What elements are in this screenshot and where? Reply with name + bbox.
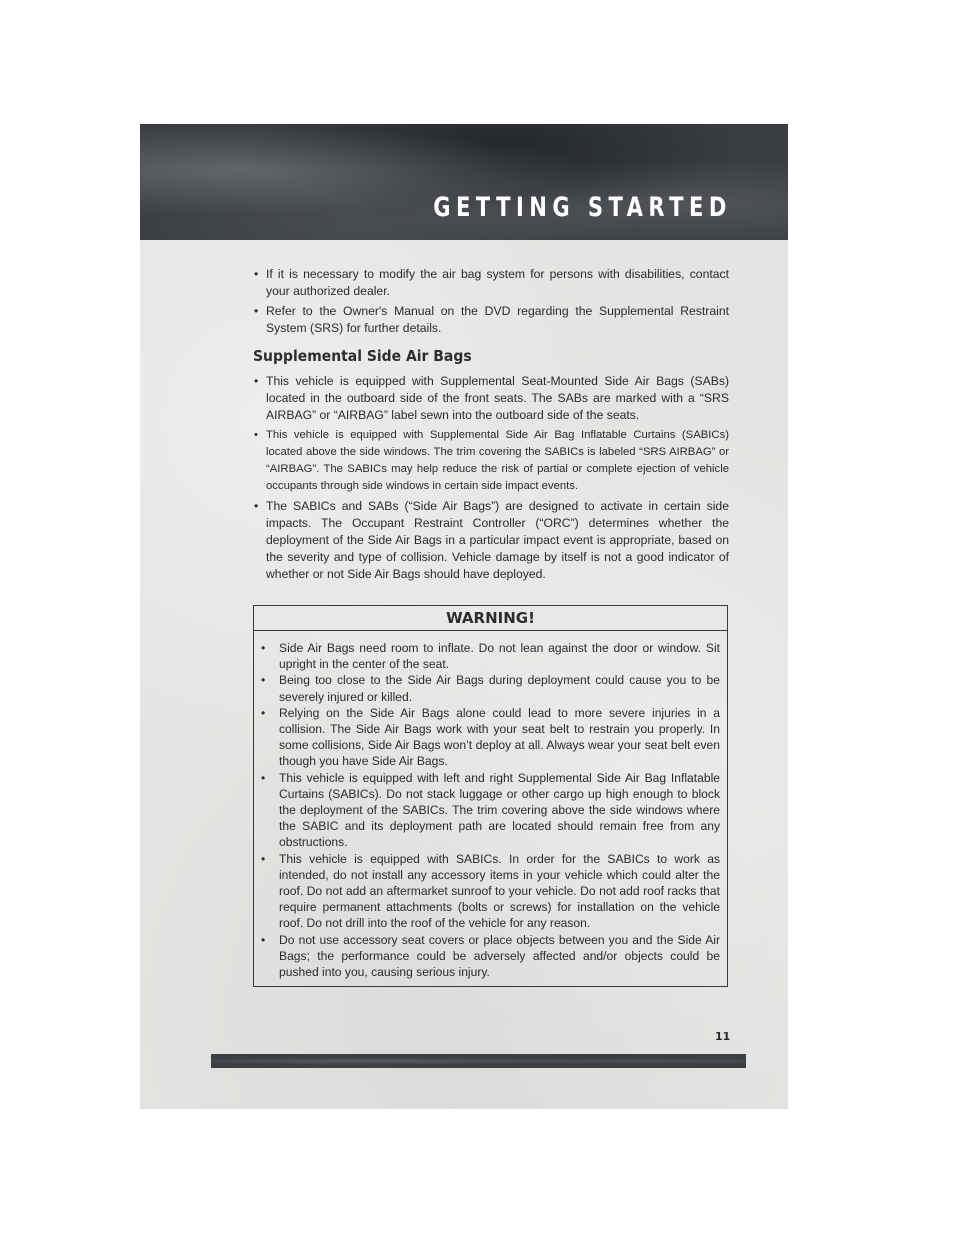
list-item [253,266,729,300]
list-item-text: Refer to the Owner's Manual on the DVD regarding the Supplemental Restraint System (SRS) for further details. [266,304,729,335]
bullet-icon: • [254,499,259,513]
bullet-icon: • [254,267,259,281]
warning-item [261,770,720,851]
list-item [253,427,729,495]
warning-item-text: Do not use accessory seat covers or place objects between you and the Side Air Bags; the performance could be adversely affected and/or objects could be pushed into you, causing serious injury. [279,932,720,980]
intro-bullet-list [253,266,729,337]
warning-item [261,851,720,932]
page-number: 11 [715,1030,731,1043]
bullet-icon: • [261,770,266,785]
list-item-text: The SABICs and SABs (“Side Air Bags”) are designed to activate in certain side impacts. The Occupant Restraint Controller (“ORC”) determines whether the deployment of the Side Air Bags in a particular impact event is appropriate, based on the severity and type of collision. Vehicle damage by itself is not a good indicator of whether or not Side Air Bags should have deployed. [266,499,729,581]
chapter-title: GETTING STARTED [433,192,732,223]
bullet-icon: • [254,304,259,318]
warning-item [261,672,720,704]
warning-item-text: Side Air Bags need room to inflate. Do not lean against the door or window. Sit upright in the center of the seat. [279,641,720,672]
bullet-icon: • [261,932,266,947]
manual-page [140,124,788,1109]
bullet-icon: • [261,673,266,688]
warning-item [261,932,720,981]
warning-item-text: This vehicle is equipped with left and right Supplemental Side Air Bag Inflatable Curtains (SABICs). Do not stack luggage or other cargo up high enough to block the deployment of the SABICs. The trim covering above the side windows where the SABIC and its deployment path are located should remain free from any obstructions. [279,770,720,850]
list-item [253,303,729,337]
list-item [253,498,729,583]
bullet-icon: • [261,705,266,720]
page-content [253,266,729,586]
footer-band [211,1054,746,1068]
list-item-text: This vehicle is equipped with Supplemental Seat-Mounted Side Air Bags (SABs) located in the outboard side of the front seats. The SABs are marked with a “SRS AIRBAG” or “AIRBAG” label sewn into the outboard side of the seats. [266,374,729,422]
warning-item-text: Relying on the Side Air Bags alone could lead to more severe injuries in a collision. The Side Air Bags work with your seat belt to restrain you properly. In some collisions, Side Air Bags won’t deploy at all. Always wear your seat belt even though you have Side Air Bags. [279,705,720,769]
section-bullet-list [253,373,729,583]
bullet-icon: • [261,641,266,655]
list-item-text: This vehicle is equipped with Supplemental Side Air Bag Inflatable Curtains (SABICs) located above the side windows. The trim covering the SABICs is labeled “SRS AIRBAG” or “AIRBAG”. The SABICs may help reduce the risk of partial or complete ejection of vehicle occupants through side windows in certain side impact events. [266,429,729,492]
warning-item [261,705,720,770]
warning-item-text: This vehicle is equipped with SABICs. In order for the SABICs to work as intended, do not install any accessory items in your vehicle which could alter the roof. Do not add an aftermarket sunroof to your vehicle. Do not add roof racks that require permanent attachments (bolts or screws) for installation on the vehicle roof. Do not drill into the roof of the vehicle for any reason. [279,851,720,931]
warning-title: WARNING! [254,606,727,631]
section-heading: Supplemental Side Air Bags [253,347,472,365]
bullet-icon: • [261,851,266,866]
warning-list [254,631,727,980]
bullet-icon: • [254,374,259,388]
bullet-icon: • [254,429,258,441]
warning-item-text: Being too close to the Side Air Bags during deployment could cause you to be severely injured or killed. [279,673,720,704]
list-item-text: If it is necessary to modify the air bag system for persons with disabilities, contact your authorized dealer. [266,267,729,298]
list-item [253,373,729,424]
header-banner [140,124,788,240]
warning-item [261,640,720,672]
warning-box [253,605,728,987]
